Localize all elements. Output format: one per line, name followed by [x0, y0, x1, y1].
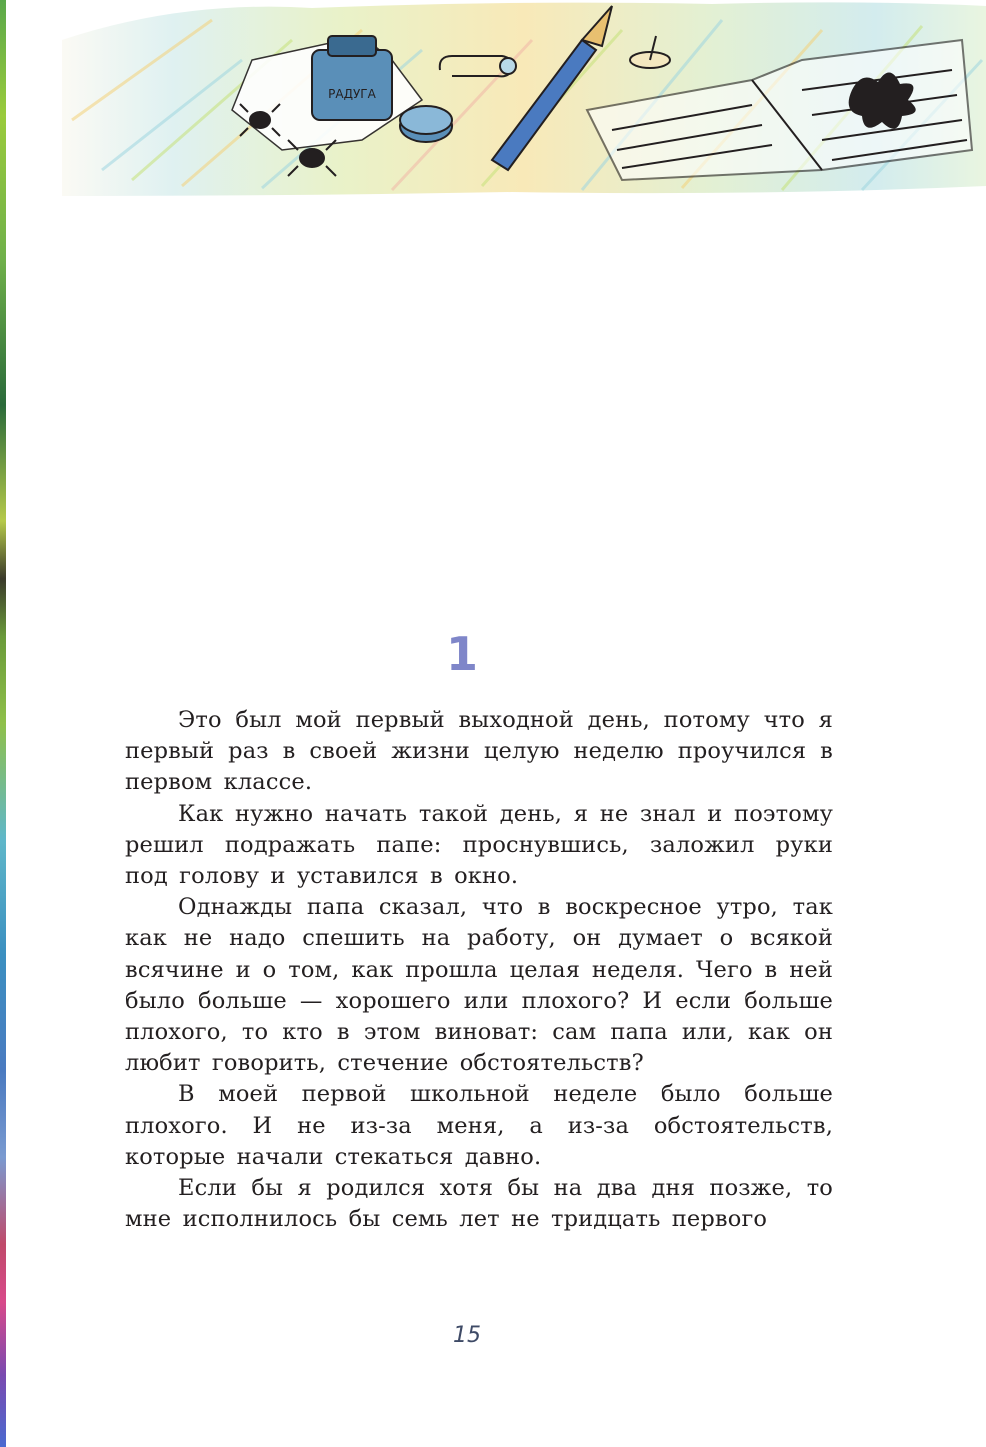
body-text: [125, 705, 833, 1235]
paragraph: В моей первой школьной неделе было больше плохого. И не из-за меня, а из-за обстоятельств, которые начали стекаться давно.: [125, 1081, 833, 1170]
paragraph: Как нужно начать такой день, я не знал и поэтому решил подражать папе: проснувшись, заложил руки под голову и уставился в окно.: [125, 800, 833, 890]
page-edge-color-strip: [0, 0, 6, 1447]
chapter-number-text: 1: [445, 628, 479, 676]
paragraph: Однажды папа сказал, что в воскресное утро, так как не надо спешить на работу, он думает о всякой всячине и о том, как прошла целая неделя. Чего в ней было больше — хорошего или плохого? И если больше плохого, то кто в этом виноват: сам папа или, как он любит говорить, стечение обстоятельств?: [125, 894, 833, 1077]
page-number: [0, 1318, 986, 1348]
chapter-number: [0, 628, 986, 676]
inkwell-label: РАДУГА: [328, 87, 376, 101]
header-illustration: [62, 0, 986, 196]
paragraph: Это был мой первый выходной день, потому что я первый раз в своей жизни целую неделю проучился в первом классе.: [125, 707, 833, 796]
paragraph: Если бы я родился хотя бы на два дня позже, то мне исполнилось бы семь лет не тридцать первого: [125, 1175, 833, 1233]
page-number-text: 15: [453, 1323, 481, 1348]
eraser-icon: [400, 106, 452, 142]
